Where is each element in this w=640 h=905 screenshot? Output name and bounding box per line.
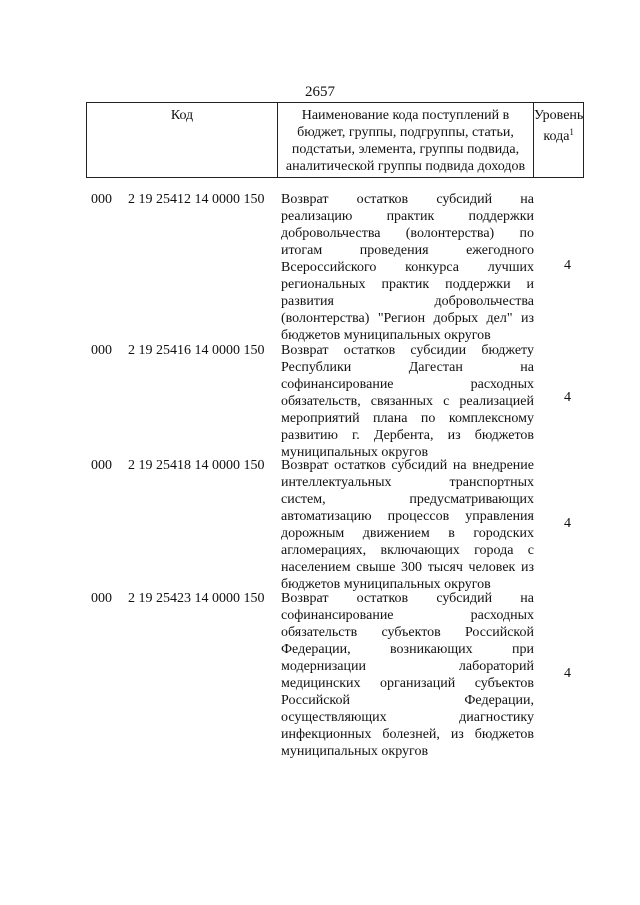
admin-code: 000 xyxy=(91,343,112,358)
description-line: муниципальных округов xyxy=(281,744,429,759)
description-line: обязательств субъектов Российской xyxy=(281,625,534,640)
revenue-description xyxy=(281,457,534,593)
description-line: муниципальных округов xyxy=(281,445,429,460)
admin-code: 000 xyxy=(91,458,112,473)
description-line: мероприятий плана по комплексному xyxy=(281,411,534,426)
table-row xyxy=(0,457,640,593)
revenue-description xyxy=(281,590,534,760)
description-line: дорожным движением в городских xyxy=(281,526,534,541)
description-line: осуществляющих диагностику xyxy=(281,710,534,725)
description-line: итогам проведения ежегодного xyxy=(281,243,534,258)
header-code-label: Код xyxy=(170,108,194,123)
table-header xyxy=(86,102,584,178)
header-name-cell xyxy=(278,103,534,178)
code-level: 4 xyxy=(564,666,571,681)
description-line: бюджетов муниципальных округов xyxy=(281,328,491,343)
description-line: агломерациях, включающих города с xyxy=(281,543,534,558)
description-line: систем, предусматривающих xyxy=(281,492,534,507)
description-line: Российской Федерации, xyxy=(281,693,534,708)
description-line: Возврат остатков субсидий на внедрение xyxy=(281,458,534,473)
table-row xyxy=(0,191,640,344)
footnote-marker: 1 xyxy=(569,127,574,137)
revenue-code: 2 19 25418 14 0000 150 xyxy=(128,458,265,473)
description-line: развитию г. Дербента, из бюджетов xyxy=(281,428,534,443)
description-line: региональных практик поддержки и xyxy=(281,277,534,292)
table-row xyxy=(0,342,640,461)
header-name-line: Наименование кода поступлений в xyxy=(301,108,510,123)
header-name-line: подстатьи, элемента, группы подвида, xyxy=(291,142,520,157)
description-line: реализацию практик поддержки xyxy=(281,209,534,224)
description-line: населением свыше 300 тысяч человек из xyxy=(281,560,534,575)
description-line: автоматизацию процессов управления xyxy=(281,509,534,524)
admin-code: 000 xyxy=(91,591,112,606)
description-line: бюджетов муниципальных округов xyxy=(281,577,491,592)
revenue-description xyxy=(281,342,534,461)
description-line: Возврат остатков субсидий на xyxy=(281,591,534,606)
description-line: медицинских организаций субъектов xyxy=(281,676,534,691)
description-line: Всероссийского конкурса лучших xyxy=(281,260,534,275)
description-line: софинансирование расходных xyxy=(281,377,534,392)
header-code-cell xyxy=(87,103,278,178)
description-line: обязательств, связанных с реализацией xyxy=(281,394,534,409)
description-line: софинансирование расходных xyxy=(281,608,534,623)
description-line: развития добровольчества xyxy=(281,294,534,309)
description-line: (волонтерства) "Регион добрых дел" из xyxy=(281,311,534,326)
table-row xyxy=(0,590,640,760)
header-level-cell xyxy=(534,103,584,178)
header-level-line1: Уровень xyxy=(534,108,584,123)
description-line: модернизации лабораторий xyxy=(281,659,534,674)
page-number: 2657 xyxy=(305,84,335,100)
code-level: 4 xyxy=(564,516,571,531)
code-level: 4 xyxy=(564,390,571,405)
admin-code: 000 xyxy=(91,192,112,207)
revenue-code: 2 19 25423 14 0000 150 xyxy=(128,591,265,606)
revenue-code: 2 19 25412 14 0000 150 xyxy=(128,192,265,207)
code-level: 4 xyxy=(564,258,571,273)
description-line: Республики Дагестан на xyxy=(281,360,534,375)
revenue-description xyxy=(281,191,534,344)
description-line: инфекционных болезней, из бюджетов xyxy=(281,727,534,742)
header-level-line2 xyxy=(534,124,583,145)
header-name-line: аналитической группы подвида доходов xyxy=(285,159,526,174)
description-line: Федерации, возникающих при xyxy=(281,642,534,657)
header-name-line: бюджет, группы, подгруппы, статьи, xyxy=(297,125,514,140)
description-line: Возврат остатков субсидии бюджету xyxy=(281,343,534,358)
description-line: добровольчества (волонтерства) по xyxy=(281,226,534,241)
header-level-label: кода xyxy=(543,129,570,144)
revenue-code: 2 19 25416 14 0000 150 xyxy=(128,343,265,358)
description-line: интеллектуальных транспортных xyxy=(281,475,534,490)
description-line: Возврат остатков субсидий на xyxy=(281,192,534,207)
